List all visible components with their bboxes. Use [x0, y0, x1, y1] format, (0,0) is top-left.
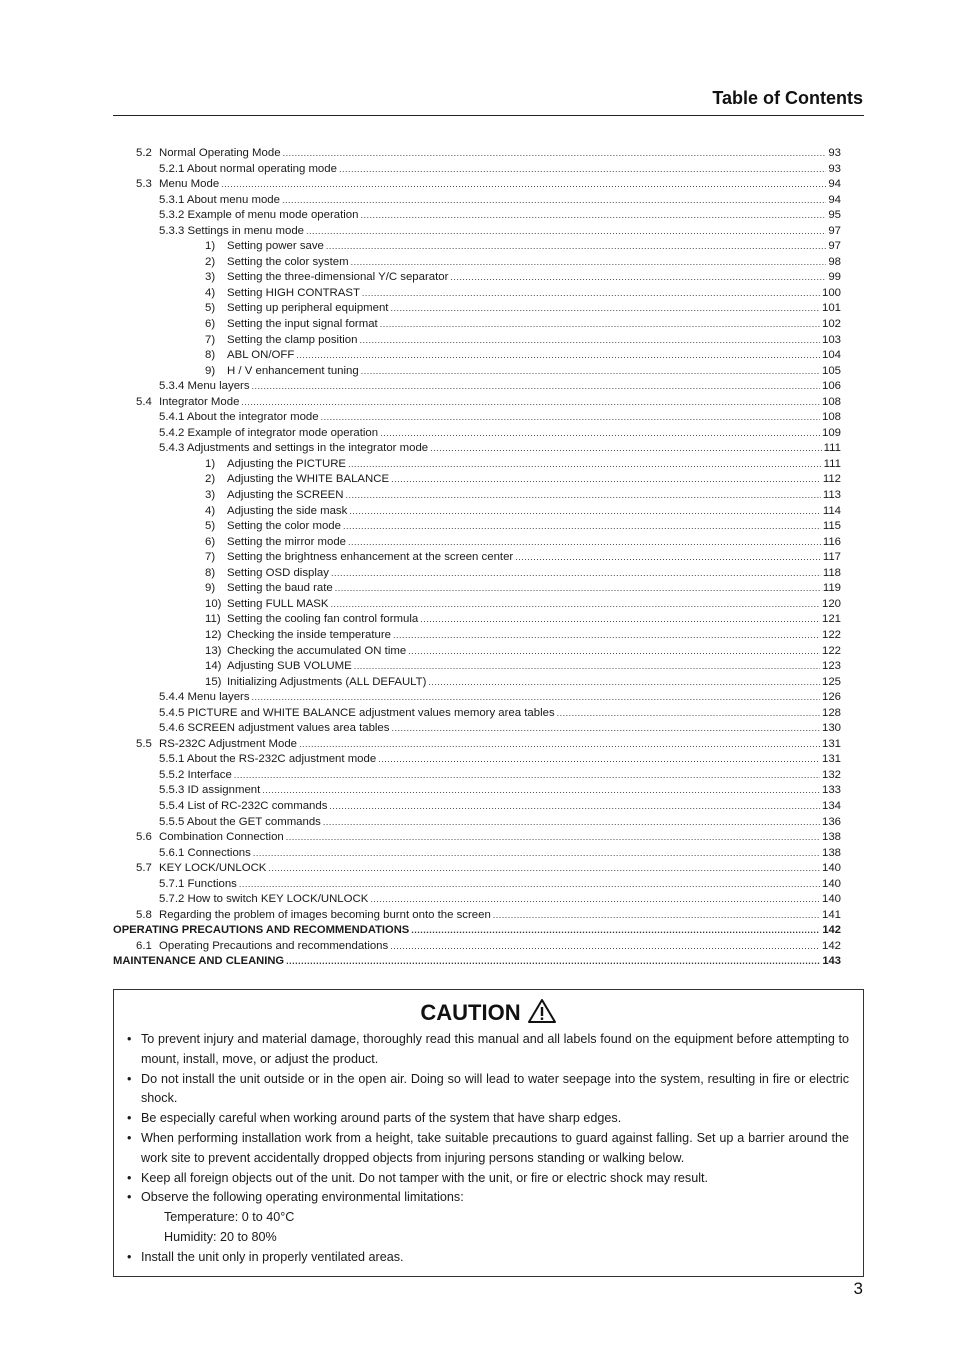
toc-entry-page: 140 [821, 862, 841, 875]
toc-entry-page: 132 [821, 768, 841, 781]
toc-entry-label: Checking the inside temperature [227, 628, 391, 641]
toc-leader-dots [331, 566, 821, 582]
toc-entry-number: 3) [205, 489, 216, 502]
toc-leader-dots [252, 690, 820, 706]
caution-box [113, 989, 864, 1277]
toc-entry [113, 783, 841, 799]
toc-entry-number: 4) [205, 286, 216, 299]
toc-entry [113, 441, 841, 457]
warning-triangle-icon [527, 998, 557, 1024]
toc-entry-page: 101 [821, 302, 841, 315]
toc-entry-page: 97 [828, 224, 841, 237]
toc-entry-page: 142 [821, 939, 841, 952]
toc-entry-page: 140 [821, 877, 841, 890]
toc-entry [113, 612, 841, 628]
toc-leader-dots [361, 364, 820, 380]
toc-entry-page: 105 [821, 364, 841, 377]
toc-leader-dots [221, 177, 826, 193]
toc-entry-page: 119 [822, 582, 841, 595]
toc-entry [113, 877, 841, 893]
toc-entry [113, 659, 841, 675]
caution-item [127, 1129, 849, 1169]
toc-entry-page: 98 [828, 255, 841, 268]
toc-leader-dots [391, 721, 820, 737]
toc-entry-page: 115 [822, 520, 841, 533]
toc-entry-label: Adjusting the SCREEN [227, 489, 344, 502]
toc-entry-label: Normal Operating Mode [159, 147, 281, 159]
toc-entry [113, 504, 841, 520]
toc-entry-number: 7) [205, 333, 216, 346]
toc-entry-label: 5.3.1 About menu mode [159, 193, 280, 206]
toc-entry [113, 286, 841, 302]
toc-leader-dots [354, 659, 820, 675]
toc-entry [113, 208, 841, 224]
toc-leader-dots [515, 550, 821, 566]
toc-entry-label: 5.3.2 Example of menu mode operation [159, 209, 359, 222]
toc-leader-dots [362, 286, 820, 302]
toc-entry-label: Setting the baud rate [227, 582, 333, 595]
toc-entry-label: Setting the clamp position [227, 333, 358, 346]
toc-entry-number: 1) [205, 457, 216, 470]
toc-entry-label: Adjusting the side mask [227, 504, 348, 517]
temperature-limit: Temperature: 0 to 40°C [164, 1210, 295, 1225]
toc-entry [113, 939, 841, 955]
toc-entry-label: KEY LOCK/UNLOCK [159, 862, 267, 875]
toc-entry-label: 5.4.5 PICTURE and WHITE BALANCE adjustment values memory area tables [159, 706, 555, 719]
toc-entry-page: 117 [822, 551, 841, 564]
toc-entry-label: 5.4.6 SCREEN adjustment values area tables [159, 722, 390, 735]
toc-entry [113, 908, 841, 924]
toc-entry-number: 12) [205, 628, 222, 641]
table-of-contents [113, 146, 841, 970]
caution-item [127, 1030, 849, 1070]
toc-entry-page: 104 [821, 349, 841, 362]
toc-entry [113, 519, 841, 535]
toc-entry-label: Combination Connection [159, 831, 284, 844]
caution-item [127, 1188, 849, 1208]
page-title: Table of Contents [712, 88, 863, 108]
toc-entry [113, 162, 841, 178]
toc-entry-label: Setting the mirror mode [227, 535, 347, 548]
toc-entry-label: RS-232C Adjustment Mode [159, 737, 298, 750]
toc-entry [113, 752, 841, 768]
toc-leader-dots [326, 239, 826, 255]
caution-title: CAUTION [420, 1000, 521, 1025]
toc-leader-dots [391, 472, 821, 488]
toc-entry-label: OPERATING PRECAUTIONS AND RECOMMENDATIONS [113, 924, 410, 937]
toc-entry [113, 892, 841, 908]
toc-entry [113, 737, 841, 753]
toc-entry-page: 125 [821, 675, 841, 688]
bullet: • [127, 1130, 132, 1145]
toc-leader-dots [323, 815, 820, 831]
bullet: • [127, 1032, 132, 1046]
toc-entry-label: 5.5.5 About the GET commands [159, 815, 321, 828]
caution-heading [114, 998, 863, 1026]
toc-entry [113, 815, 841, 831]
toc-entry-number: 9) [205, 582, 216, 595]
toc-entry-page: 99 [828, 271, 841, 284]
toc-entry-number: 9) [205, 364, 216, 377]
toc-entry [113, 379, 841, 395]
toc-entry-label: Setting HIGH CONTRAST [227, 286, 360, 299]
toc-entry-page: 108 [821, 395, 841, 408]
toc-entry-page: 111 [823, 457, 841, 470]
toc-entry-page: 94 [828, 178, 841, 191]
toc-entry-number: 5) [205, 302, 216, 315]
toc-entry [113, 348, 841, 364]
toc-leader-dots [450, 270, 826, 286]
toc-entry [113, 426, 841, 442]
toc-entry-page: 120 [821, 597, 841, 610]
caution-item-text: Be especially careful when working around parts of the system that have sharp edges. [141, 1111, 622, 1126]
toc-entry-number: 11) [205, 613, 221, 626]
toc-entry-label: 5.5.3 ID assignment [159, 784, 261, 797]
toc-entry-number: 5.8 [136, 908, 152, 921]
toc-entry [113, 721, 841, 737]
toc-entry-page: 95 [828, 209, 841, 222]
toc-entry [113, 457, 841, 473]
toc-entry-number: 3) [205, 271, 216, 284]
toc-entry-page: 102 [821, 318, 841, 331]
toc-entry [113, 270, 841, 286]
bullet: • [127, 1249, 132, 1264]
caution-list [127, 1030, 849, 1268]
toc-entry-page: 141 [821, 908, 841, 921]
toc-entry-page: 114 [822, 504, 841, 517]
toc-entry-page: 138 [821, 846, 841, 859]
toc-leader-dots [296, 348, 820, 364]
toc-entry-page: 93 [828, 147, 841, 159]
toc-entry [113, 830, 841, 846]
caution-item-text: Do not install the unit outside or in the open air. Doing so will lead to water seepage into the system, resulting in fire or electric shock. [141, 1071, 849, 1106]
toc-entry-number: 6) [205, 318, 216, 331]
toc-leader-dots [241, 395, 820, 411]
toc-entry-number: 5.5 [136, 737, 152, 750]
toc-entry-page: 113 [822, 489, 841, 502]
toc-entry [113, 472, 841, 488]
toc-entry-label: 5.6.1 Connections [159, 846, 251, 859]
toc-entry [113, 333, 841, 349]
toc-leader-dots [390, 939, 820, 955]
toc-entry-number: 5.6 [136, 831, 152, 844]
toc-entry-number: 5.2 [136, 147, 152, 159]
caution-item-text: To prevent injury and material damage, thoroughly read this manual and all labels found on the equipment before attempting to mount, install, move, or adjust the product. [141, 1032, 849, 1066]
toc-leader-dots [306, 224, 826, 240]
toc-entry-page: 133 [821, 784, 841, 797]
toc-entry-page: 130 [821, 722, 841, 735]
toc-leader-dots [262, 783, 820, 799]
toc-leader-dots [234, 768, 820, 784]
toc-leader-dots [335, 581, 821, 597]
toc-entry-page: 140 [821, 893, 841, 906]
toc-entry [113, 706, 841, 722]
toc-entry-page: 142 [822, 924, 841, 937]
toc-entry-label: 5.4.4 Menu layers [159, 691, 250, 704]
page-number: 3 [853, 1279, 863, 1298]
caution-item-text: Install the unit only in properly ventilated areas. [141, 1249, 404, 1264]
toc-leader-dots [348, 535, 821, 551]
toc-leader-dots [282, 193, 826, 209]
toc-entry [113, 177, 841, 193]
toc-entry [113, 923, 841, 939]
toc-entry-number: 7) [205, 551, 216, 564]
toc-entry-page: 122 [821, 644, 841, 657]
toc-entry-page: 109 [821, 426, 841, 439]
toc-entry-label: Setting OSD display [227, 566, 329, 579]
toc-entry-page: 94 [828, 193, 841, 206]
toc-entry-page: 111 [823, 442, 841, 455]
toc-entry-page: 134 [821, 799, 841, 812]
toc-entry-number: 14) [205, 660, 222, 673]
toc-entry-number: 5) [205, 520, 216, 533]
toc-entry [113, 628, 841, 644]
toc-entry-page: 123 [821, 660, 841, 673]
toc-entry-page: 138 [821, 831, 841, 844]
toc-entry-page: 116 [822, 535, 841, 548]
toc-leader-dots [420, 612, 820, 628]
toc-entry-label: 5.7.2 How to switch KEY LOCK/UNLOCK [159, 893, 369, 906]
toc-leader-dots [408, 644, 820, 660]
caution-item [127, 1070, 849, 1110]
caution-item [127, 1109, 849, 1129]
toc-entry-number: 1) [205, 240, 216, 253]
toc-entry-page: 100 [821, 286, 841, 299]
toc-entry-label: 5.4.1 About the integrator mode [159, 411, 319, 424]
toc-entry-label: 5.3.4 Menu layers [159, 380, 250, 393]
toc-entry [113, 255, 841, 271]
bullet: • [127, 1190, 132, 1205]
toc-leader-dots [299, 737, 820, 753]
toc-entry-label: Integrator Mode [159, 395, 240, 408]
toc-entry-page: 112 [822, 473, 841, 486]
header-divider [113, 115, 864, 116]
toc-entry-label: Setting the cooling fan control formula [227, 613, 419, 626]
toc-entry [113, 799, 841, 815]
toc-entry [113, 364, 841, 380]
toc-entry-page: 143 [822, 955, 841, 968]
toc-entry [113, 690, 841, 706]
toc-entry [113, 224, 841, 240]
toc-entry-number: 8) [205, 349, 216, 362]
toc-leader-dots [360, 208, 826, 224]
toc-entry [113, 644, 841, 660]
toc-entry-number: 8) [205, 566, 216, 579]
toc-entry-page: 97 [828, 240, 841, 253]
toc-entry [113, 566, 841, 582]
toc-entry-label: Setting up peripheral equipment [227, 302, 389, 315]
toc-entry-number: 6.1 [136, 939, 152, 952]
toc-entry [113, 239, 841, 255]
toc-entry-page: 118 [822, 566, 841, 579]
toc-entry-label: Setting FULL MASK [227, 597, 329, 610]
toc-leader-dots [380, 317, 820, 333]
toc-entry-label: Menu Mode [159, 178, 220, 191]
toc-leader-dots [359, 333, 820, 349]
bullet: • [127, 1071, 132, 1086]
humidity-limit: Humidity: 20 to 80% [164, 1229, 277, 1244]
toc-entry-label: Setting the color mode [227, 520, 341, 533]
toc-leader-dots [378, 752, 820, 768]
toc-leader-dots [348, 457, 822, 473]
toc-entry-label: Operating Precautions and recommendations [159, 939, 389, 952]
toc-entry-page: 131 [821, 737, 841, 750]
toc-entry-label: 5.7.1 Functions [159, 877, 237, 890]
toc-leader-dots [239, 877, 820, 893]
toc-entry-label: ABL ON/OFF [227, 349, 295, 362]
toc-entry [113, 675, 841, 691]
toc-entry-label: MAINTENANCE AND CLEANING [113, 955, 285, 968]
toc-entry [113, 395, 841, 411]
toc-entry [113, 861, 841, 877]
toc-entry-label: 5.5.4 List of RC-232C commands [159, 799, 328, 812]
toc-entry-label: Adjusting the PICTURE [227, 457, 347, 470]
toc-leader-dots [351, 255, 827, 271]
toc-entry-number: 2) [205, 473, 216, 486]
toc-leader-dots [286, 954, 820, 970]
toc-entry-label: Initializing Adjustments (ALL DEFAULT) [227, 675, 427, 688]
toc-entry-label: Adjusting SUB VOLUME [227, 660, 352, 673]
toc-entry-page: 136 [821, 815, 841, 828]
toc-entry-page: 108 [821, 411, 841, 424]
toc-leader-dots [428, 675, 820, 691]
toc-entry-label: Setting the brightness enhancement at the screen center [227, 551, 514, 564]
toc-entry [113, 597, 841, 613]
toc-entry-page: 93 [828, 162, 841, 175]
toc-entry-label: H / V enhancement tuning [227, 364, 359, 377]
bullet: • [127, 1111, 132, 1126]
toc-entry [113, 535, 841, 551]
toc-entry-label: Setting power save [227, 240, 324, 253]
toc-leader-dots [390, 301, 820, 317]
toc-entry [113, 146, 841, 162]
toc-leader-dots [321, 410, 820, 426]
toc-entry [113, 581, 841, 597]
toc-leader-dots [346, 488, 821, 504]
toc-entry-number: 13) [205, 644, 222, 657]
toc-entry-label: Adjusting the WHITE BALANCE [227, 473, 390, 486]
toc-entry-label: Setting the three-dimensional Y/C separator [227, 271, 449, 284]
toc-leader-dots [283, 146, 827, 162]
toc-entry [113, 954, 841, 970]
toc-entry-page: 126 [821, 691, 841, 704]
toc-entry-label: 5.2.1 About normal operating mode [159, 162, 337, 175]
toc-leader-dots [370, 892, 820, 908]
toc-entry-number: 4) [205, 504, 216, 517]
toc-entry-page: 121 [821, 613, 841, 626]
toc-entry [113, 550, 841, 566]
toc-entry [113, 301, 841, 317]
toc-entry [113, 488, 841, 504]
toc-entry-number: 15) [205, 675, 222, 688]
toc-entry-page: 106 [821, 380, 841, 393]
toc-leader-dots [329, 799, 820, 815]
toc-leader-dots [268, 861, 820, 877]
toc-entry-label: 5.4.3 Adjustments and settings in the integrator mode [159, 442, 429, 455]
toc-leader-dots [286, 830, 820, 846]
toc-entry-label: Setting the input signal format [227, 318, 378, 331]
toc-leader-dots [349, 504, 821, 520]
toc-entry-label: 5.4.2 Example of integrator mode operation [159, 426, 379, 439]
toc-leader-dots [411, 923, 820, 939]
caution-item-text: Keep all foreign objects out of the unit. Do not tamper with the unit, or fire or electric shock may result. [141, 1170, 708, 1185]
toc-entry-number: 5.4 [136, 395, 152, 408]
toc-leader-dots [557, 706, 820, 722]
toc-entry [113, 317, 841, 333]
toc-entry [113, 193, 841, 209]
toc-entry-label: Regarding the problem of images becoming burnt onto the screen [159, 908, 491, 921]
toc-entry-page: 103 [821, 333, 841, 346]
toc-leader-dots [343, 519, 821, 535]
toc-entry-page: 131 [821, 753, 841, 766]
toc-entry-number: 6) [205, 535, 216, 548]
toc-entry-label: Setting the color system [227, 255, 349, 268]
bullet: • [127, 1170, 132, 1185]
caution-item [127, 1169, 849, 1189]
toc-entry-label: 5.5.2 Interface [159, 768, 232, 781]
toc-entry [113, 768, 841, 784]
toc-leader-dots [253, 846, 820, 862]
toc-entry-label: Checking the accumulated ON time [227, 644, 407, 657]
toc-leader-dots [430, 441, 822, 457]
caution-item [127, 1248, 849, 1268]
toc-entry [113, 846, 841, 862]
toc-entry-page: 122 [821, 628, 841, 641]
toc-entry-label: 5.5.1 About the RS-232C adjustment mode [159, 753, 377, 766]
caution-item-text: When performing installation work from a height, take suitable precautions to guard against falling. Set up a barrier around the work site to prevent accidentally dropped objects from injuring persons standing or walking below. [141, 1130, 849, 1165]
toc-entry-number: 5.7 [136, 862, 152, 875]
toc-entry [113, 410, 841, 426]
caution-item-text: Observe the following operating environmental limitations: [141, 1190, 464, 1205]
toc-leader-dots [252, 379, 820, 395]
toc-entry-number: 10) [205, 597, 222, 610]
toc-entry-number: 2) [205, 255, 216, 268]
toc-leader-dots [380, 426, 820, 442]
toc-leader-dots [393, 628, 820, 644]
toc-leader-dots [331, 597, 820, 613]
toc-entry-label: 5.3.3 Settings in menu mode [159, 224, 305, 237]
toc-leader-dots [339, 162, 826, 178]
toc-entry-page: 128 [821, 706, 841, 719]
toc-leader-dots [493, 908, 820, 924]
toc-entry-number: 5.3 [136, 178, 152, 191]
